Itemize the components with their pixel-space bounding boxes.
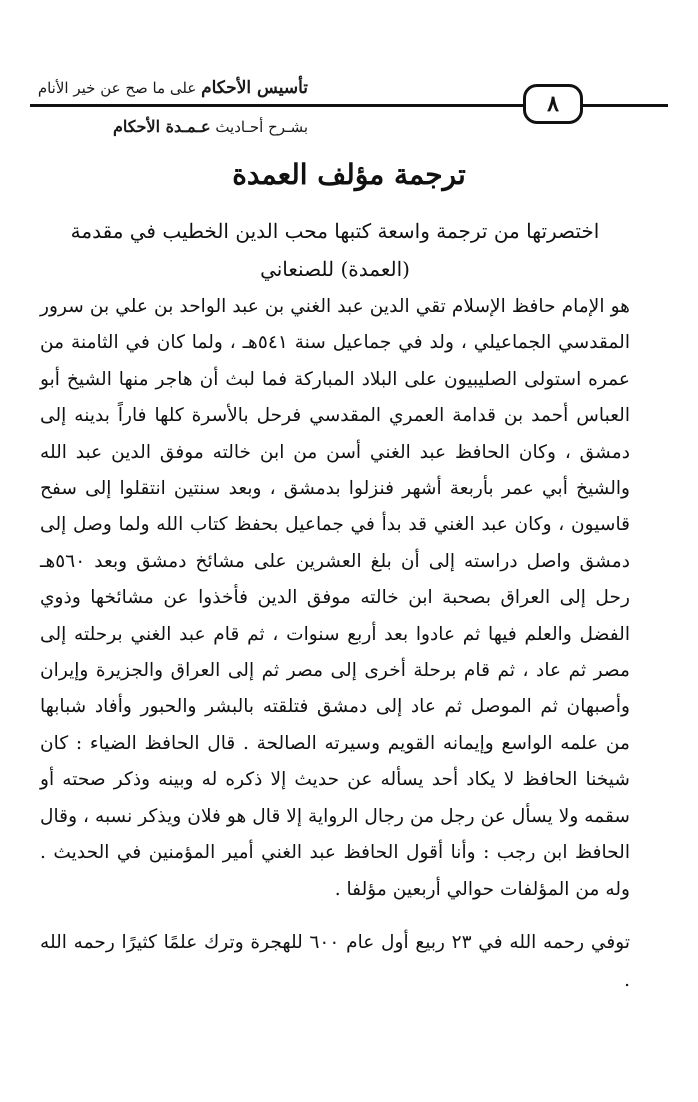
subtitle-prefix: بشـرح أحـاديث [215,118,308,136]
biography-paragraph: هو الإمام حافظ الإسلام تقي الدين عبد الغني بن عبد الواحد بن علي بن سرور المقدسي الجماعيلي ، ولد في جماعيل سنة ٥٤١هـ ، ولما كان في الثامنة من عمره استولى الصليبيون على البلاد المباركة فما لبث أن هاجر منها الشيخ أبو العباس أحمد بن قدامة العمري المقدسي فرحل بالأسرة كلها فاراً بدينه إلى دمشق ، وكان الحافظ عبد الغني أسن من ابن خالته موفق الدين عبد الله والشيخ أبي عمر بأربعة أشهر فنزلوا بدمشق ، وبعد سنتين انتقلوا إلى سفح قاسيون ، وكان عبد الغني قد بدأ في جماعيل بحفظ كتاب الله ولما وصل إلى دمشق واصل دراسته إلى أن بلغ العشرين على مشائخ دمشق وبعد ٥٦٠هـ رحل إلى العراق بصحبة ابن خالته موفق الدين فأخذوا عن مشائخها وذوي الفضل والعلم فيها ثم عادوا بعد أربع سنوات ، ثم قام عبد الغني برحلته إلى مصر ثم عاد ، ثم قام برحلة أخرى إلى مصر ثم إلى العراق والجزيرة وإيران وأصبهان ثم الموصل ثم عاد إلى دمشق فتلقته بالبشر والحبور وأفاد شبابها من علمه الواسع وإيمانه القويم وسيرته الصالحة . قال الحافظ الضياء : كان شيخنا الحافظ لا يكاد أحد يسأله عن حديث إلا ذكره له وبينه وذكر صحته أو سقمه ولا يسأل عن رجل من رجال الرواية إلا قال هو فلان ويذكر نسبه ، وقال الحافظ ابن رجب : وأنا أقول الحافظ عبد الغني أمير المؤمنين في الحديث . وله من المؤلفات حوالي أربعين مؤلفا . [40,296,631,900]
closing-paragraph: توفي رحمه الله في ٢٣ ربيع أول عام ٦٠٠ للهجرة وترك علمًا كثيرًا رحمه الله . [40,932,630,991]
book-title [38,78,308,98]
page-number: ٨ [547,91,559,117]
section-title: ترجمة مؤلف العمدة [232,158,466,191]
page-number-box [523,84,583,124]
subtitle-bold: عـمـدة الأحكام [112,117,211,136]
book-title-bold: تأسيس الأحكام [201,78,308,98]
book-title-rest: على ما صح عن خير الأنام [37,79,197,97]
running-header [0,0,698,150]
header-rule-left [30,104,523,107]
book-subtitle [113,117,308,136]
intro-paragraph: اختصرتها من ترجمة واسعة كتبها محب الدين الخطيب في مقدمة (العمدة) للصنعاني [70,219,600,281]
header-rule-right [583,104,668,107]
